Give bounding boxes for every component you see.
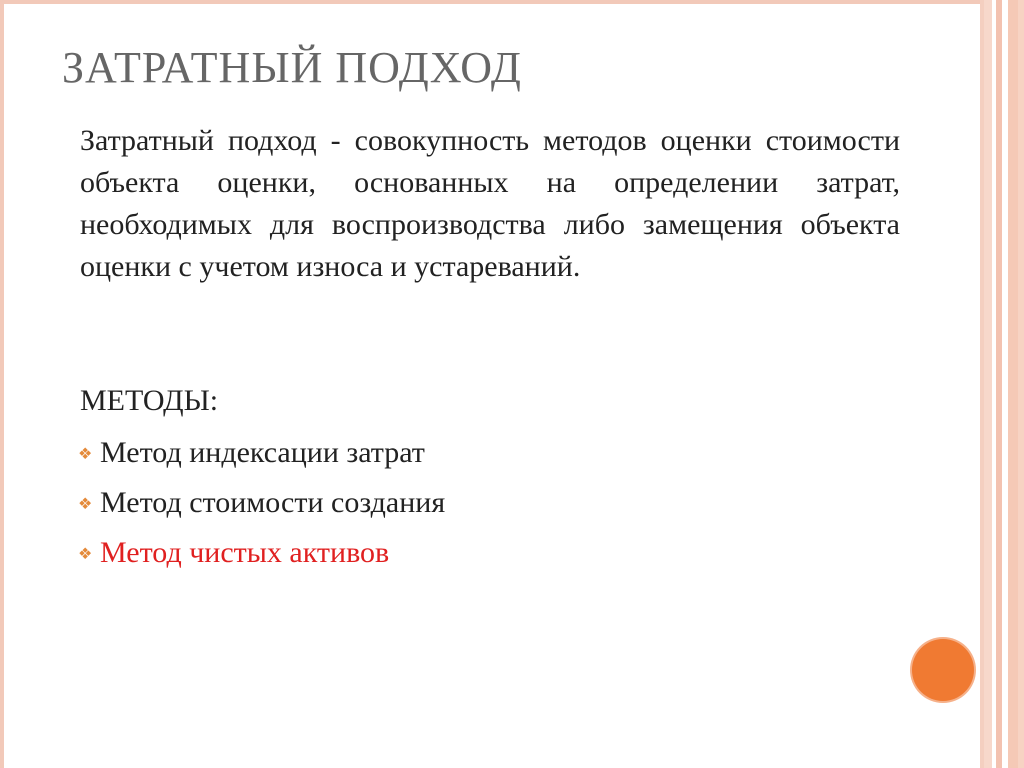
diamond-bullet-icon: ❖ (78, 496, 93, 513)
definition-paragraph: Затратный подход - совокупность методов оценки стоимости объекта оценки, основанных на определении затрат, необходимых для воспроизводства либо замещения объекта оценки с учетом износа и устареваний. (80, 124, 900, 283)
methods-list (78, 432, 445, 582)
methods-heading: МЕТОДЫ: (80, 384, 219, 417)
method-item-indexation (78, 432, 445, 482)
method-item-creation-cost (78, 482, 445, 532)
stripe (1018, 0, 1024, 768)
method-item-net-assets (78, 532, 445, 582)
frame-left-border (0, 0, 4, 768)
diamond-bullet-icon: ❖ (78, 546, 93, 563)
method-label: Метод чистых активов (100, 536, 390, 569)
method-label: Метод индексации затрат (100, 436, 425, 469)
right-decorative-stripes (980, 0, 1024, 768)
slide-title: ЗАТРАТНЫЙ ПОДХОД (62, 43, 522, 92)
method-label: Метод стоимости создания (100, 486, 446, 519)
stripe (984, 0, 992, 768)
stripe (1008, 0, 1018, 768)
decorative-orange-circle (912, 639, 974, 701)
diamond-bullet-icon: ❖ (78, 446, 93, 463)
frame-top-border (0, 0, 980, 4)
